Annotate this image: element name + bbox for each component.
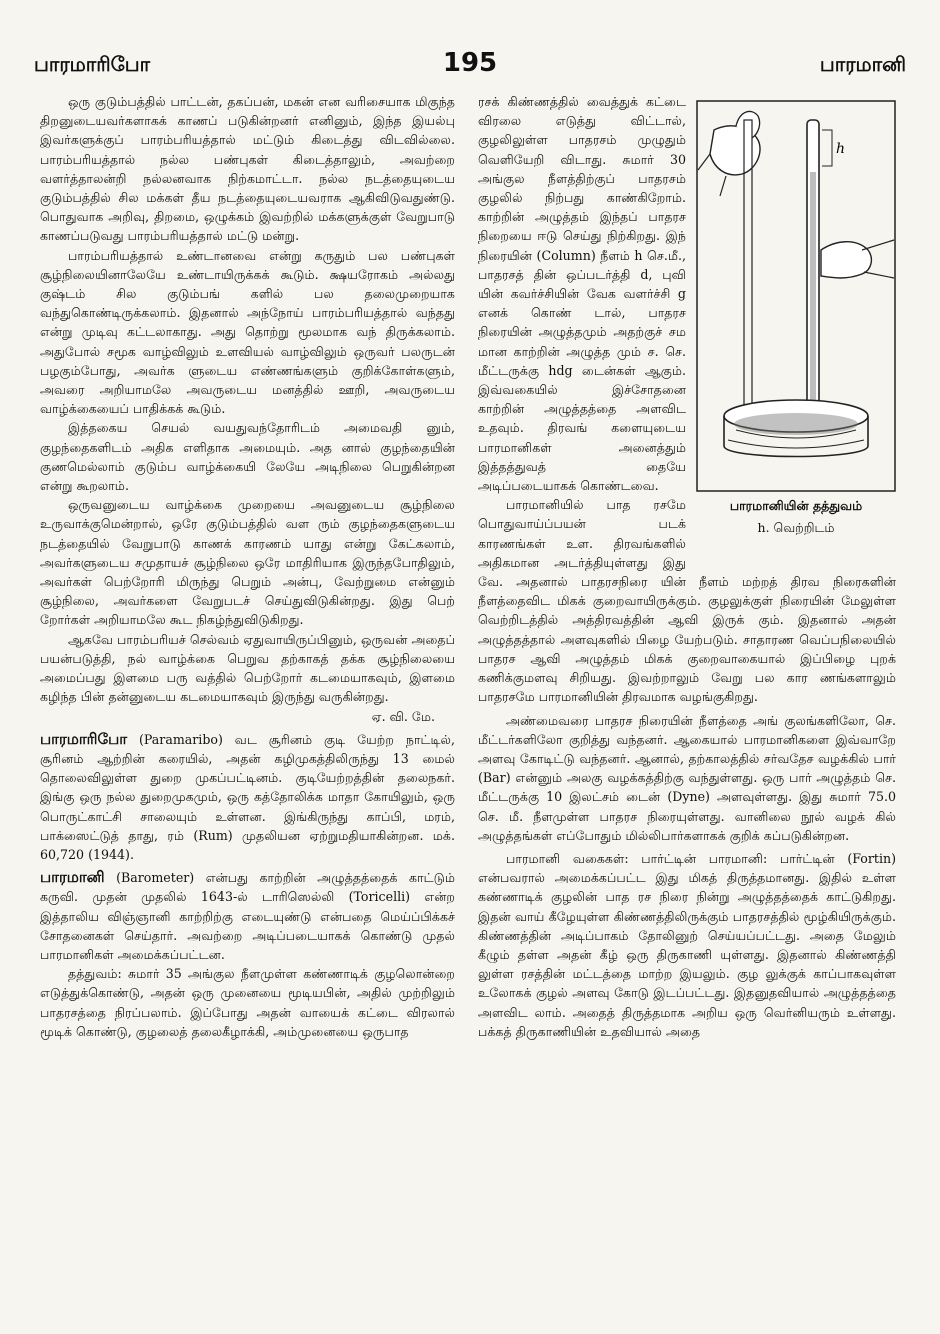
running-head-left: பாரமாரிபோ (34, 52, 151, 76)
paragraph: ஒரு குடும்பத்தில் பாட்டன், தகப்பன், மகன் என வரிசையாக மிகுந்த திறனுடையவர்களாகக் காணப் படுகின்றனர் எனினும், இந்த இயல்பு இவர்களுக்குப் பாரம்பரியத்தால் மட்டும் கிடைத்து விடவில்லை. பாரம்பரியத்தால் நல்ல பண்புகள் கிடைத்தாலும், அவற்றை வளர்த்தாலன்றி நல்லனவாக நிற்கமாட்டா. நல்ல நடத்தையுடைய குடும்பத்தில் சில மக்கள் தீய நடத்தையுடையவராக ஆகிவிடுவதுண்டு. பொதுவாக அறிவு, திறமை, ஒழுக்கம் இவற்றில் மக்களுக்குள் வேறுபாடு காணப்படுவது பாரம்பரியத்தால் மட்டு மன்று. (40, 94, 455, 244)
figure-caption: பாரமானியின் தத்துவம் (729, 498, 863, 513)
paragraph: பாரம்பரியத்தால் உண்டானவை என்று கருதும் பல பண்புகள் சூழ்நிலையினாலேயே உண்டாயிருக்கக் கூடும். க்ஷயரோகம் அல்லது குஷ்டம் சில குடும்பங் களில் பல தலைமுறையாக வந்துகொண்டிருக்கலாம். இதனால் அந்நோய் பாரம்பரியத்தால் வந்தது என்று முடிவு கட்டலாகாது. அது தொற்று மூலமாக வந் திருக்கலாம். அதுபோல் சமூக வாழ்விலும் உளவியல் வாழ்விலும் ஒருவர் பலருடன் பழகும்போது, அவர்க ளுடைய எண்ணங்களும் குறிக்கோள்களும், அவரை அறியாமலே அவருடைய மனத்தில் ஊறி, அவருடைய வாழ்க்கையைப் பாதிக்கக் கூடும். (40, 247, 455, 417)
entry-headword: பாரமானி (40, 868, 105, 887)
entry-headword: பாரமாரிபோ (40, 729, 128, 748)
paragraph: ஆகவே பாரம்பரியச் செல்வம் ஏதுவாயிருப்பினும், ஒருவன் அதைப் பயன்படுத்தி, நல் வாழ்க்கை பெறுவ தற்காகத் தக்க சூழ்நிலையை அமைப்பது இளமை பரு வத்தில் பெற்றோர் கடமையாகவும், இளமை கழிந்த பின் தன்னுடைய கடமையாகவும் இருந்து வருகின்றது. (40, 631, 455, 705)
entry-paramaribo (40, 730, 455, 864)
paragraph: பாரமானியில் பாத ரசமே பொதுவாய்ப்பயன் படக் காரணங்கள் உள. திரவங்களில் அதிகமான அடர்த்தியுள்ளது இது வே. அதனால் பாதரசநிரை யின் நீளம் மற்றத் திரவ நிரைகளின் நீளத்தைவிட மிகக் குறைவாயிருக்கும். குழலுக்குள் நிரையின் மேலுள்ள வெற்றிடத்தில் அத்திரவத்தின் ஆவி இருக் கும். இதனால் அதன் அழுத்தத்தால் அளவுகளில் பிழை யேற்படும். சாதாரண வெப்பநிலையில் பாதரச ஆவி அழுத்தம் மிகக் குறைவாகையால் இப்பிழை புறக் கணிக்குமளவு சிறியது. இவற்றாலும் வேறு பல கார ணங்களாலும் பாதரசமே பாரமானியின் திரவமாக வழங்குகிறது. (478, 497, 896, 705)
paragraph: பாரமானி வகைகள்: பார்ட்டின் பாரமானி: பார்ட்டின் (Fortin) என்பவரால் அமைக்கப்பட்ட இது மிகத் திருத்தமானது. இதில் உள்ள கண்ணாடிக் குழலின் பாத ரச நிரை நின்று அழுத்தத்தைக் காட்டுகிறது. இதன் வாய் கீழேயுள்ள கிண்ணத்திலிருக்கும் பாதரசத்தில் மூழ்கியிருக்கும். கிண்ணத்தின் அடிப்பாகம் தோலினுற் செய்யப்பட்டது. அதை மேலும் கீழும் தள்ள அதன் கீழ் ஒரு திருகாணி யுள்ளது. இதனால் கிண்ணத்தி லுள்ள ரசத்தின் மட்டத்தை மாற்ற இயலும். குழ லுக்குக் காப்பாகவுள்ள உலோகக் குழல் அளவு கோடு இடப்பட்டது. இதனுதவியால் அழுத்தத்தை அளவிட லாம். அதைத் திருத்தமாக அறிய ஒரு வெர்னியரும் உள்ளது. பக்கத் திருகாணியின் உதவியால் அதை (478, 850, 896, 1039)
entry-barometer (40, 868, 455, 964)
barometer-illustration (696, 100, 896, 492)
right-column (478, 92, 896, 1041)
running-head-right: பாரமானி (819, 52, 906, 76)
entry-text: (Barometer) என்பது காற்றின் அழுத்தத்தைக் காட்டும் கருவி. முதன் முதலில் 1643-ல் டாரிஸெல்லி (Toricelli) என்ற இத்தாலிய விஞ்ஞானி காற்றிற்கு எடையுண்டு என்பதை மெய்ப்பிக்கச் சோதனைகள் செய்தார். அவற்றை அடிப்படையாகக் கொண்டு முதல் பாரமானிகள் அமைக்கப்பட்டன. (40, 870, 455, 962)
entry-text: (Paramaribo) வட சூரினம் குடி யேற்ற நாட்டில், சூரினம் ஆற்றின் கரையில், அதன் கழிமுகத்திலிருந்து 13 மைல் தொலைவிலுள்ள துறை முகப்பட்டினம். குடியேற்றத்தின் தலைநகர். இங்கு ஒரு நல்ல துறைமுகமும், ஒரு கத்தோலிக்க மாதா கோயிலும், ஒரு பொருட்காட்சி சாலையும் உள்ளன. இங்கிருந்து காப்பி, மரம், பாக்ஸைட்டுத் தாது, ரம் (Rum) முதலியன ஏற்றுமதியாகின்றன. மக். 60,720 (1944). (40, 731, 455, 862)
label-h: h (836, 141, 846, 157)
paragraph: ஒருவனுடைய வாழ்க்கை முறையை அவனுடைய சூழ்நிலை உருவாக்குமென்றால், ஒரே குடும்பத்தில் வள ரும் குழந்தைகளுடைய நடத்தையில் வேறுபாடு காணக் காரணம் யாது என்று கேட்கலாம், அவர்களுடைய சமுதாயச் சூழ்நிலை ஒரே மாதிரியாக இருந்தபோதிலும், அவர்கள் பெற்றோரி மிருந்து பெறும் அன்பு, வேற்றுமை என்னும் சூழ்நிலை, அவர்களை வேறுபடச் செய்துவிடுகின்றது. இது பெற் றோர்கள் அறியாமலே கூட நிகழ்ந்துவிடுகிறது. (40, 497, 455, 628)
paragraph: அண்மைவரை பாதரச நிரையின் நீளத்தை அங் குலங்களிலோ, செ. மீட்டர்களிலோ குறித்து வந்தனர். ஆகையால் பாரமானிகளை இவ்வாறே அளவு கோடிட்டு வந்தனர். ஆனால், தற்காலத்தில் சர்வதேச வழக்கில் பார் (Bar) என்னும் அலகு வழக்கத்திற்கு வந்துள்ளது. ஒரு பார் அழுத்தம் செ. மீட்டருக்கு 10 இலட்சம் டைன் (Dyne) அளவுள்ளது. இது சுமார் 75.0 செ. மீ. நீளமுள்ள பாதரச நிரையுள்ளது. வானிலை நூல் வழக் கில் அழுத்தங்கள் எப்போதும் மில்லிபார்களாகக் குறிக் கப்படுகின்றன. (478, 712, 896, 843)
paragraph: ரசக் கிண்ணத்தில் வைத்துக் கட்டை விரலை எடுத்து விட்டால், குழலிலுள்ள பாதரசம் முழுதும் வெளியேறி விடாது. சுமார் 30 அங்குல நீளத்திற்குப் பாதரசம் குழலில் நிற்பது காண்கிறோம். காற்றின் அழுத்தம் இந்தப் பாதரச நிறையை ஈடு செய்து நிற்கிறது. இந் நிரையின் (Column) நீளம் h செ.மீ., பாதரசத் தின் ஒப்படர்த்தி d, புவி யின் கவர்ச்சியின் வேக வளர்ச்சி g எனக் கொண் டால், பாதரச நிரையின் அழுத்தமும் அதற்குச் சம மான காற்றின் அழுத்த மும் ச. செ. மீட்டருக்கு hdg டைன்கள் ஆகும். இவ்வகையில் இச்சோதனை காற்றின் அழுத்தத்தை அளவிட உதவும். திரவங் களையுடைய பாரமானிகள் அனைத்தும் இத்தத்துவத் தையே அடிப்படையாகக் கொண்டவை. (478, 94, 686, 494)
paragraph: இத்தகைய செயல் வயதுவந்தோரிடம் அமைவதி னும், குழந்தைகளிடம் அதிக எளிதாக அமையும். அத னால் குழந்தையின் குணமெல்லாம் குடும்ப வாழ்க்கையி லேயே அடிநிலை பெறுகின்றன என்று கூறலாம். (40, 420, 455, 494)
left-column (40, 92, 455, 1041)
paragraph: தத்துவம்: சுமார் 35 அங்குல நீளமுள்ள கண்ணாடிக் குழலொன்றை எடுத்துக்கொண்டு, அதன் ஒரு முனையை மூடியபின், அதில் முற்றிலும் பாதரசத்தை நிரப்பலாம். இப்போது அதன் வாயைக் கட்டை விரலால் மூடிக் கொண்டு, குழலைத் தலைகீழாக்கி, அம்முனையை ஒருபாத (40, 966, 455, 1039)
author-initials: ஏ. வி. மே. (371, 708, 435, 724)
page-header (34, 48, 906, 82)
page-number: 195 (442, 48, 498, 78)
figure-legend: h. வெற்றிடம் (757, 520, 835, 535)
barometer-figure (696, 100, 896, 555)
